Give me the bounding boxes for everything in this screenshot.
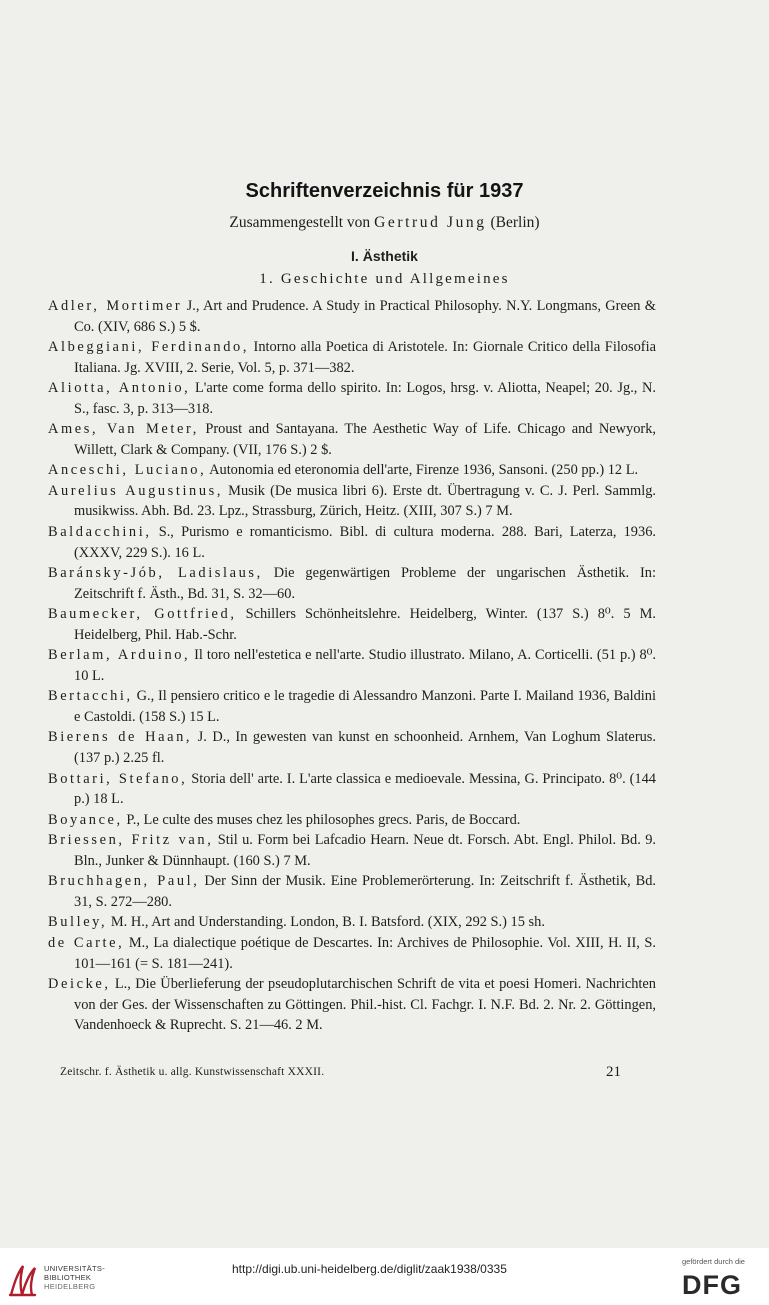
- logo-line-3: HEIDELBERG: [44, 1282, 96, 1291]
- bibliography-entry: [48, 460, 656, 481]
- bibliography-entry: [48, 974, 656, 1036]
- entry-author: Bertacchi,: [48, 688, 133, 705]
- entry-author: de Carte,: [48, 934, 125, 951]
- viewer-bottom-bar: [0, 1248, 769, 1305]
- entry-text: P., Le culte des muses chez les philosophes grecs. Paris, de Boccard.: [122, 811, 521, 828]
- bibliography-entry: [48, 871, 656, 912]
- entry-text: S., Purismo e romanticismo. Bibl. di cultura moderna. 288. Bari, Laterza, 1936. (XXXV, 229 S.). 16 L.: [74, 524, 656, 561]
- entry-author: Aliotta, Antonio,: [48, 380, 191, 397]
- bibliography-entry: [48, 686, 656, 727]
- page-title: Schriftenverzeichnis für 1937: [245, 180, 524, 202]
- entry-author: Ames, Van Meter,: [48, 421, 199, 438]
- bibliography-entry: [48, 296, 656, 337]
- bibliography-entry: [48, 337, 656, 378]
- logo-line-1: UNIVERSITÄTS-: [44, 1264, 105, 1273]
- entry-author: Boyance,: [48, 811, 123, 828]
- bibliography-entry: [48, 933, 656, 974]
- bibliography-entry: [48, 419, 656, 460]
- entry-author: Adler, Mortimer: [48, 298, 183, 314]
- subtitle-prefix: Zusammengestellt von: [229, 214, 371, 231]
- entry-text: Der Sinn der Musik. Eine Problemerörterung. In: Zeitschrift f. Ästhetik, Bd. 31, S. 272—280.: [74, 873, 657, 910]
- entry-text: Storia dell' arte. I. L'arte classica e medioevale. Messina, G. Principato. 8⁰. (144 p.) 18 L.: [74, 770, 656, 808]
- subtitle-compiler-name: Gertrud Jung: [374, 214, 487, 231]
- entry-author: Baumecker, Gottfried,: [48, 606, 237, 623]
- bibliography-entry: [48, 912, 656, 933]
- bibliography-entry: [48, 830, 656, 871]
- page-number: 21: [606, 1064, 621, 1080]
- entry-text: Proust and Santayana. The Aesthetic Way of Life. Chicago and Newyork, Willett, Clark & Company. (VII, 176 S.) 2 $.: [74, 421, 656, 458]
- entry-text: Autonomia ed eteronomia dell'arte, Firenze 1936, Sansoni. (250 pp.) 12 L.: [206, 462, 639, 479]
- permalink-url[interactable]: http://digi.ub.uni-heidelberg.de/diglit/zaak1938/0335: [232, 1262, 507, 1276]
- entry-text: J., Art and Prudence. A Study in Practical Philosophy. N.Y. Longmans, Green & Co. (XIV, 686 S.) 5 $.: [74, 298, 656, 335]
- journal-footer: Zeitschr. f. Ästhetik u. allg. Kunstwissenschaft XXXII.: [60, 1066, 325, 1078]
- entry-text: Musik (De musica libri 6). Erste dt. Übertragung v. C. J. Perl. Sammlg. musikwiss. Abh. Bd. 23. Lpz., Strassburg, Zürich, Heitz. (XIII, 307 S.) 7 M.: [74, 482, 657, 520]
- entry-text: L., Die Überlieferung der pseudoplutarchischen Schrift de vita et poesi Homeri. Nachrichten von der Ges. der Wissenschaften zu Göttingen. Phil.-hist. Cl. Fachgr. I. N.F. Bd. 2. Nr. 2. Göttingen, Vandenhoeck & Ruprecht. S. 21—46. 2 M.: [74, 976, 656, 1034]
- page-subtitle: [0, 214, 769, 232]
- entry-text: Il toro nell'estetica e nell'arte. Studio illustrato. Milano, A. Corticelli. (51 p.) 8⁰. 10 L.: [74, 647, 657, 684]
- entry-author: Bottari, Stefano,: [48, 770, 188, 787]
- bibliography-entry: [48, 769, 656, 810]
- bibliography-entry: [48, 563, 656, 604]
- entry-text: M. H., Art and Understanding. London, B. I. Batsford. (XIX, 292 S.) 15 sh.: [107, 914, 545, 931]
- bibliography-entry: [48, 481, 656, 522]
- entry-text: Stil u. Form bei Lafcadio Hearn. Neue dt. Forsch. Abt. Engl. Philol. Bd. 9. Bln., Junker & Dünnhaupt. (160 S.) 7 M.: [74, 832, 656, 869]
- entry-author: Bierens de Haan,: [48, 729, 193, 746]
- funding-note: gefördert durch die: [682, 1257, 745, 1266]
- dfg-logo: DFG: [682, 1270, 742, 1300]
- subsection-heading: 1. Geschichte und Allgemeines: [259, 271, 510, 287]
- entry-author: Deicke,: [48, 976, 111, 993]
- bibliography-entry: [48, 727, 656, 768]
- entry-author: Aurelius Augustinus,: [48, 482, 224, 499]
- entry-text: L'arte come forma dello spirito. In: Logos, hrsg. v. Aliotta, Neapel; 20. Jg., N. S., fasc. 3, p. 313—318.: [74, 380, 656, 417]
- bibliography-entry: [48, 604, 656, 645]
- entry-text: G., Il pensiero critico e le tragedie di Alessandro Manzoni. Parte I. Mailand 1936, Baldini e Castoldi. (158 S.) 15 L.: [74, 688, 656, 725]
- entry-text: Die gegenwärtigen Probleme der ungarischen Ästhetik. In: Zeitschrift f. Ästh., Bd. 31, S. 32—60.: [74, 565, 657, 602]
- subtitle-suffix: (Berlin): [490, 214, 540, 231]
- entry-text: Schillers Schönheitslehre. Heidelberg, Winter. (137 S.) 8⁰. 5 M. Heidelberg, Phil. Hab.-Schr.: [74, 606, 656, 643]
- logo-line-2: BIBLIOTHEK: [44, 1273, 92, 1282]
- entry-author: Briessen, Fritz van,: [48, 832, 214, 849]
- entry-author: Anceschi, Luciano,: [48, 462, 207, 479]
- bibliography-entry: [48, 522, 656, 563]
- entry-text: M., La dialectique poétique de Descartes. In: Archives de Philosophie. Vol. XIII, H. II, S. 101—161 (= S. 181—241).: [74, 934, 656, 972]
- entry-author: Bulley,: [48, 914, 108, 931]
- entry-author: Baldacchini,: [48, 524, 152, 541]
- library-logo-text: [44, 1264, 105, 1291]
- bibliography-entry: [48, 645, 656, 686]
- entry-author: Albeggiani, Ferdinando,: [48, 339, 250, 356]
- entry-text: Intorno alla Poetica di Aristotele. In: Giornale Critico della Filosofia Italiana. Jg. XVIII, 2. Serie, Vol. 5, p. 371—382.: [74, 339, 656, 376]
- entry-author: Baránsky-Jób, Ladislaus,: [48, 565, 263, 582]
- bibliography-entry: [48, 378, 656, 419]
- entry-author: Bruchhagen, Paul,: [48, 873, 200, 890]
- bibliography-entry: [48, 810, 656, 831]
- bibliography-list: [48, 296, 656, 1036]
- section-heading: I. Ästhetik: [351, 248, 418, 264]
- entry-text: J. D., In gewesten van kunst en schoonheid. Arnhem, Van Loghum Slaterus. (137 p.) 2.25 fl.: [74, 729, 657, 767]
- entry-author: Berlam, Arduino,: [48, 647, 191, 664]
- library-logo-icon: [8, 1262, 38, 1298]
